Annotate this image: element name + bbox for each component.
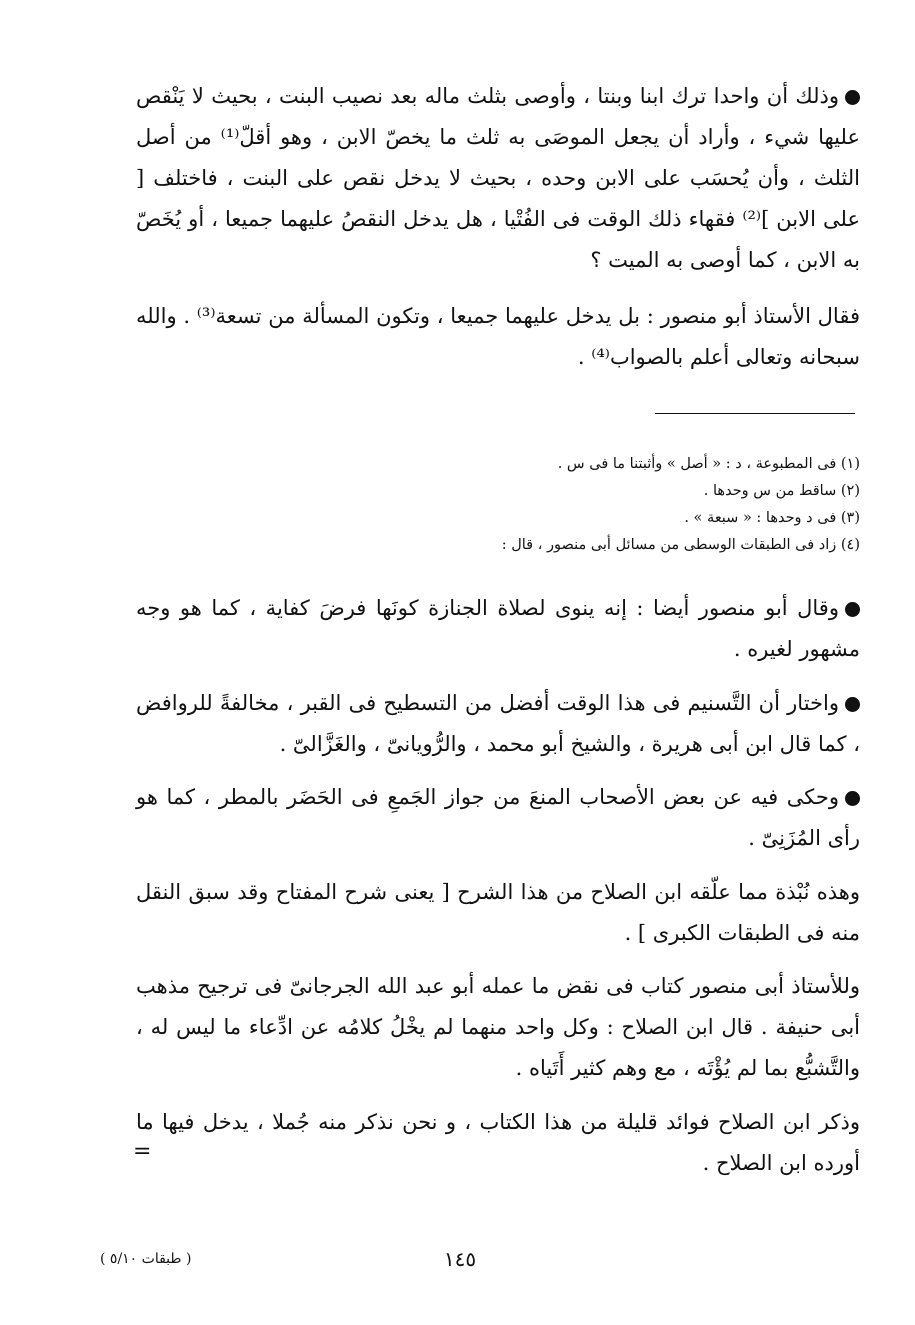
paragraph-4-text: واختار أن التَّسنيم فى هذا الوقت أفضل من التسطيح فى القبر ، مخالفةً للروافض ، كما قال ابن أبى هريرة ، والشيخ أبو محمد ، والرُّويانىّ ، والغَزَّالىّ . (136, 691, 860, 756)
page-number: ١٤٥ (443, 1247, 477, 1271)
paragraph-2 (136, 296, 860, 378)
paragraph-5 (136, 777, 860, 859)
bullet-icon (845, 90, 860, 105)
paragraph-7-text: وللأستاذ أبى منصور كتاب فى نقض ما عمله أبو عبد الله الجرجانىّ فى ترجيح مذهب أبى حنيفة . قال ابن الصلاح : وكل واحد منهما لم يخْلُ كلامُه عن ادِّعاء ما ليس له ، والتَّشبُّع بما لم يُؤْتَه ، مع وهم كثير أَتَياه . (136, 974, 860, 1080)
footnotes (136, 451, 860, 559)
paragraph-3-text: وقال أبو منصور أيضا : إنه ينوى لصلاة الجنازة كونَها فرضَ كفاية ، كما هو وجه مشهور لغيره . (136, 596, 860, 661)
paragraph-text (136, 588, 860, 670)
footnote-2: (٢) ساقط من س وحدها . (703, 483, 860, 499)
paragraph-4 (136, 683, 860, 765)
paragraph-text (136, 76, 860, 281)
continuation-mark: = (133, 1139, 152, 1164)
paragraph-text (136, 683, 860, 765)
footnote-divider (655, 413, 855, 414)
paragraph-1-text: وذلك أن واحدا ترك ابنا وبنتا ، وأوصى بثلث ماله بعد نصيب البنت ، بحيث لا يَنْقص عليها شيء ، وأراد أن يجعل الموصَى به ثلث ما يخصّ الابن ، وهو أقلّ⁽¹⁾ من أصل الثلث ، وأن يُحسَب على الابن وحده ، بحيث لا يدخل نقص على البنت ، فاختلف [ على الابن ]⁽²⁾ فقهاء ذلك الوقت فى الفُتْيا ، هل يدخل النقصُ عليهما جميعا ، أو يُخَصّ به الابن ، كما أوصى به الميت ؟ (136, 84, 861, 272)
signature-mark: ( طبقات ٥/١٠ ) (100, 1251, 192, 1267)
footnote-3: (٣) فى د وحدها : « سبعة » . (684, 510, 860, 526)
paragraph-6-text: وهذه نُبْذة مما علّقه ابن الصلاح من هذا الشرح [ يعنى شرح المفتاح وقد سبق النقل منه فى الطبقات الكبرى ] . (136, 880, 860, 945)
paragraph-text (136, 777, 860, 859)
paragraph-5-text: وحكى فيه عن بعض الأصحاب المنعَ من جواز الجَمعِ فى الحَضَر بالمطر ، كما هو رأى المُزَنِىّ . (136, 785, 860, 850)
paragraph-3 (136, 588, 860, 670)
footnote-4: (٤) زاد فى الطبقات الوسطى من مسائل أبى منصور ، قال : (501, 537, 860, 553)
paragraph-6 (136, 872, 860, 954)
bullet-icon (845, 602, 860, 617)
footnote-1: (١) فى المطبوعة ، د : « أصل » وأثبتنا ما فى س . (557, 456, 860, 472)
paragraph-1 (136, 76, 860, 281)
paragraph-7 (136, 966, 860, 1089)
paragraph-8-text: وذكر ابن الصلاح فوائد قليلة من هذا الكتاب ، و نحن نذكر منه جُملا ، يدخل فيها ما أورده ابن الصلاح . (136, 1110, 860, 1175)
paragraph-8 (136, 1102, 860, 1184)
bullet-icon (845, 791, 860, 806)
bullet-icon (845, 697, 860, 712)
paragraph-2-text: فقال الأستاذ أبو منصور : بل يدخل عليهما جميعا ، وتكون المسألة من تسعة⁽³⁾ . والله سبحانه وتعالى أعلم بالصواب⁽⁴⁾ . (136, 304, 860, 369)
